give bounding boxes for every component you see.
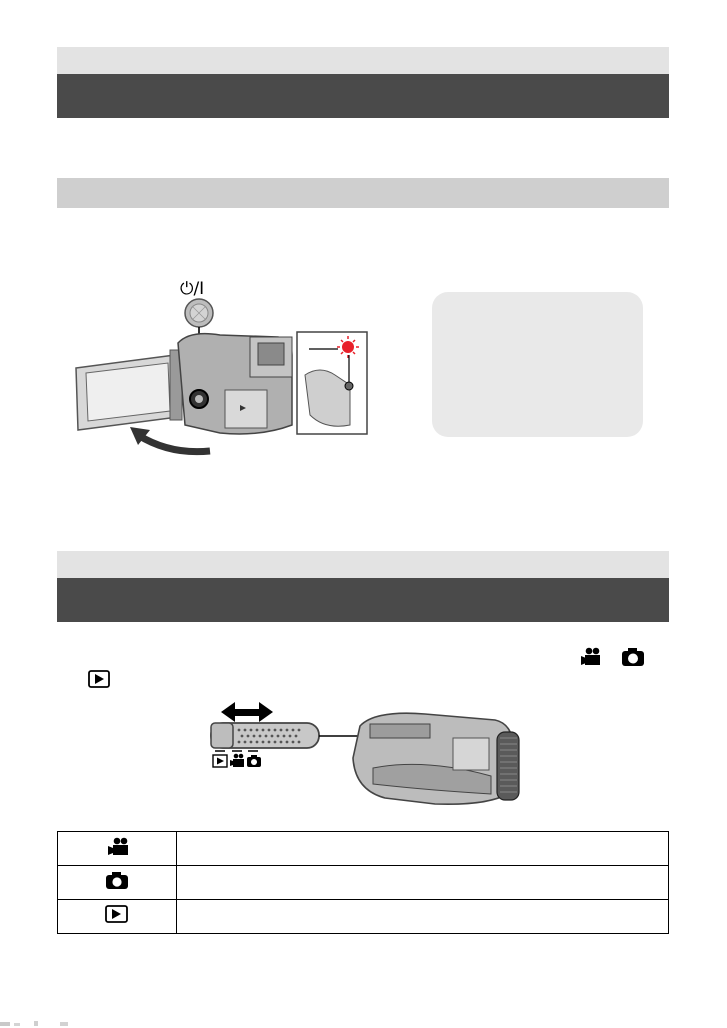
- section-1-title-bar: [57, 74, 669, 118]
- power-on-illustration: [60, 275, 380, 465]
- still-picture-icon: [622, 648, 644, 666]
- note-callout-box: [432, 292, 643, 437]
- table-row: [58, 832, 669, 866]
- mode-icon-cell: [58, 866, 177, 900]
- playback-icon: [105, 904, 129, 924]
- motion-picture-icon: [230, 754, 244, 767]
- motion-picture-icon: [581, 648, 600, 665]
- mode-icon-cell: [58, 900, 177, 934]
- lcd-monitor-icon: [76, 350, 182, 430]
- playback-icon: [213, 755, 227, 767]
- status-indicator-lamp-icon: [342, 341, 354, 353]
- power-button-icon: [185, 299, 213, 327]
- inline-playback-icon: [88, 670, 112, 690]
- mode-description-cell: [177, 832, 669, 866]
- mode-dial-switch: [211, 723, 319, 748]
- still-picture-icon: [247, 755, 261, 767]
- camcorder-body-icon: [178, 334, 292, 434]
- switch-mode-icons: [213, 751, 261, 767]
- page-footer-mark: [0, 1019, 90, 1028]
- motion-picture-icon: [106, 836, 128, 856]
- mode-switch-illustration: [195, 698, 525, 810]
- table-row: [58, 900, 669, 934]
- power-symbol-label: ⏻/I: [180, 279, 205, 299]
- double-arrow-icon: [221, 702, 273, 722]
- table-row: [58, 866, 669, 900]
- open-monitor-arrow-icon: [130, 427, 210, 452]
- mode-icon-cell: [58, 832, 177, 866]
- mode-table: [57, 831, 669, 934]
- still-picture-icon: [105, 870, 129, 890]
- section-2-title-bar: [57, 178, 669, 208]
- inline-mode-icons: [578, 646, 648, 668]
- camcorder-side-icon: [353, 713, 519, 804]
- mode-description-cell: [177, 900, 669, 934]
- section-1-header-top: [57, 47, 669, 74]
- section-3-header-top: [57, 551, 669, 578]
- status-indicator-inset: [297, 332, 367, 434]
- mode-description-cell: [177, 866, 669, 900]
- section-3-title-bar: [57, 578, 669, 622]
